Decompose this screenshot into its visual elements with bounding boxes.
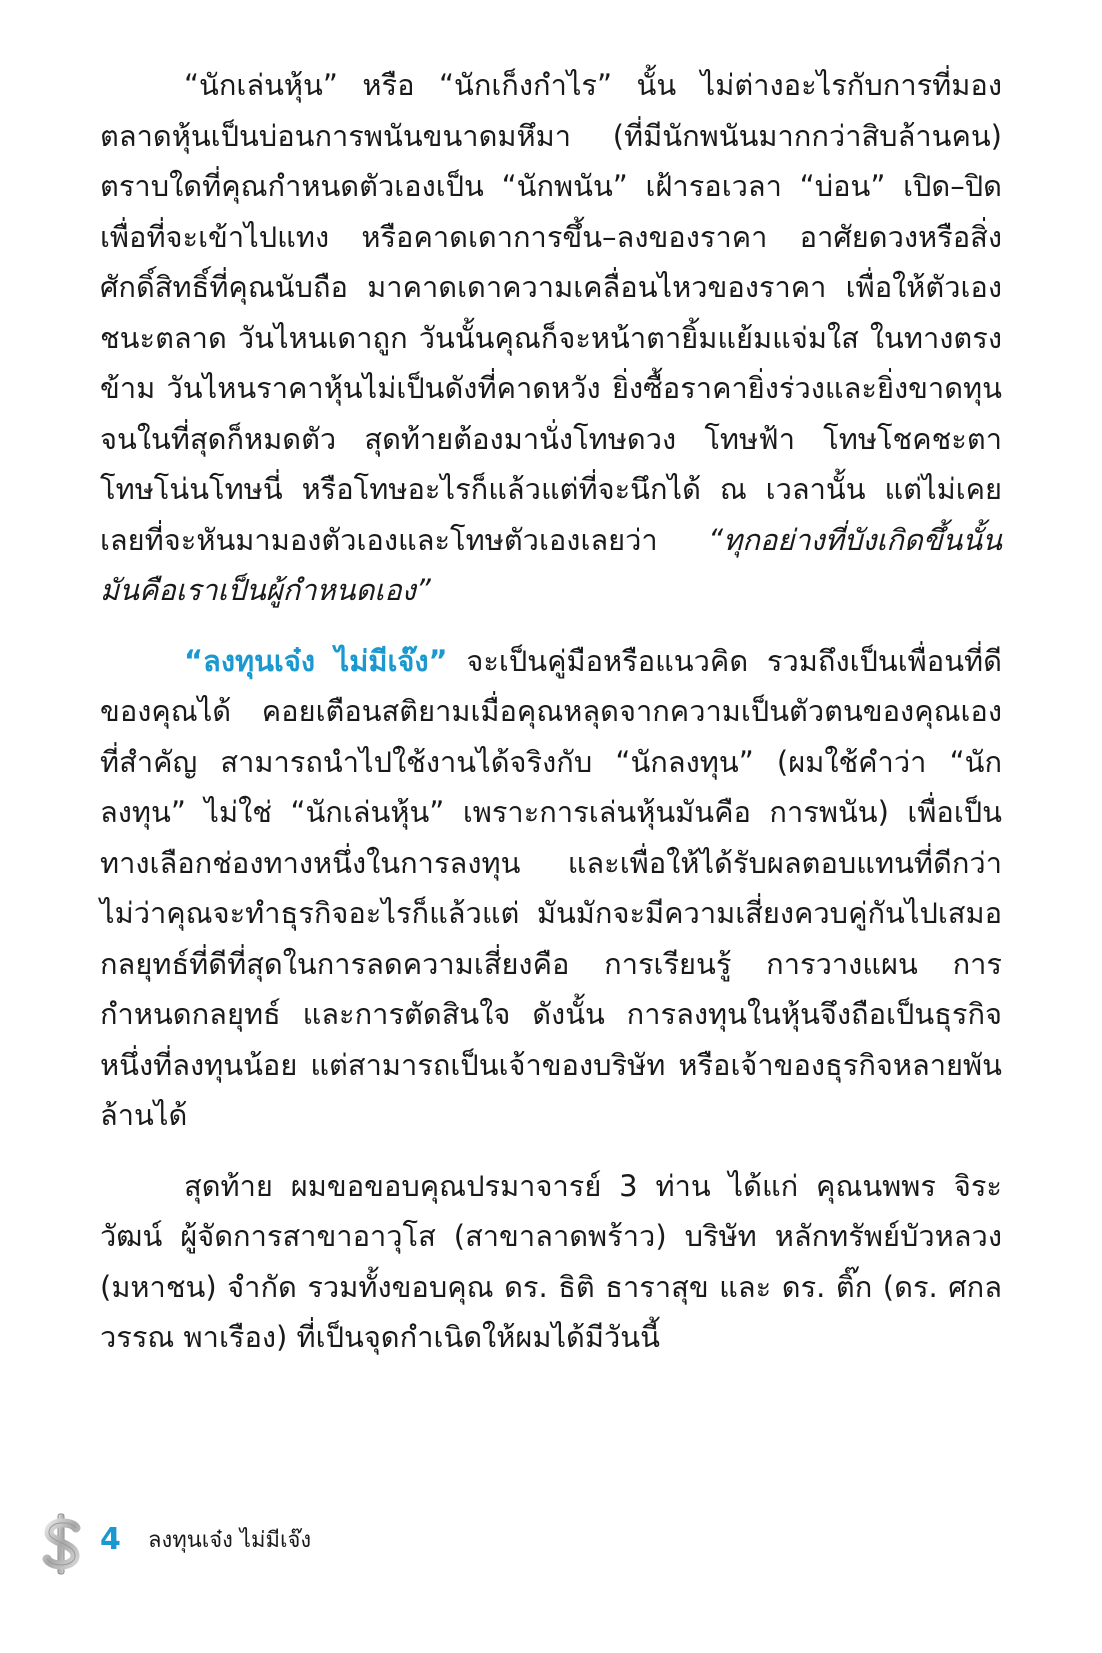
paragraph-1-italic-quote: “ทุกอย่างที่บังเกิดขึ้นนั้น มันคือเราเป็นผู้กำหนดเอง” [100, 522, 1002, 607]
book-title-highlight: “ลงทุนเจ๋ง ไม่มีเจ๊ง” [184, 643, 448, 678]
paragraph-1-text: “นักเล่นหุ้น” หรือ “นักเก็งกำไร” นั้น ไม่ต่างอะไรกับการที่มองตลาดหุ้นเป็นบ่อนการพนันขนาดมหึมา (ที่มีนักพนันมากกว่าสิบล้านคน) ตราบใดที่คุณกำหนดตัวเองเป็น “นักพนัน” เฝ้ารอเวลา “บ่อน” เปิด–ปิด เพื่อที่จะเข้าไปแทง หรือคาดเดาการขึ้น–ลงของราคา อาศัยดวงหรือสิ่งศักดิ์สิทธิ์ที่คุณนับถือ มาคาดเดาความเคลื่อนไหวของราคา เพื่อให้ตัวเองชนะตลาด วันไหนเดาถูก วันนั้นคุณก็จะหน้าตายิ้มแย้มแจ่มใส ในทางตรงข้าม วันไหนราคาหุ้นไม่เป็นดังที่คาดหวัง ยิ่งซื้อราคายิ่งร่วงและยิ่งขาดทุน จนในที่สุดก็หมดตัว สุดท้ายต้องมานั่งโทษดวง โทษฟ้า โทษโชคชะตา โทษโน่นโทษนี่ หรือโทษอะไรก็แล้วแต่ที่จะนึกได้ ณ เวลานั้น แต่ไม่เคยเลยที่จะหันมามองตัวเองและโทษตัวเองเลยว่า [100, 68, 1002, 557]
paragraph-3-text: สุดท้าย ผมขอขอบคุณปรมาจารย์ 3 ท่าน ได้แก่ คุณนพพร จิระวัฒน์ ผู้จัดการสาขาอาวุโส (สาขาลาดพร้าว) บริษัท หลักทรัพย์บัวหลวง (มหาชน) จำกัด รวมทั้งขอบคุณ ดร. ธิติ ธาราสุข และ ดร. ติ๊ก (ดร. ศกลวรรณ พาเรือง) ที่เป็นจุดกำเนิดให้ผมได้มีวันนี้ [100, 1168, 1002, 1354]
page-footer [40, 1512, 540, 1576]
paragraph-3 [100, 1161, 1002, 1363]
running-title: ลงทุนเจ๋ง ไม่มีเจ๊ง [148, 1528, 312, 1553]
paragraph-1 [100, 60, 1002, 616]
paragraph-2-text: จะเป็นคู่มือหรือแนวคิด รวมถึงเป็นเพื่อนที่ดีของคุณได้ คอยเตือนสติยามเมื่อคุณหลุดจากความเป็นตัวตนของคุณเอง ที่สำคัญ สามารถนำไปใช้งานได้จริงกับ “นักลงทุน” (ผมใช้คำว่า “นักลงทุน” ไม่ใช่ “นักเล่นหุ้น” เพราะการเล่นหุ้นมันคือ การพนัน) เพื่อเป็นทางเลือกช่องทางหนึ่งในการลงทุน และเพื่อให้ได้รับผลตอบแทนที่ดีกว่า ไม่ว่าคุณจะทำธุรกิจอะไรก็แล้วแต่ มันมักจะมีความเสี่ยงควบคู่กันไปเสมอ กลยุทธ์ที่ดีที่สุดในการลดความเสี่ยงคือ การเรียนรู้ การวางแผน การกำหนดกลยุทธ์ และการตัดสินใจ ดังนั้น การลงทุนในหุ้นจึงถือเป็นธุรกิจหนึ่งที่ลงทุนน้อย แต่สามารถเป็นเจ้าของบริษัท หรือเจ้าของธุรกิจหลายพันล้านได้ [100, 643, 1002, 1132]
paragraph-2 [100, 636, 1002, 1141]
page-body [100, 60, 1002, 1363]
dollar-sign-icon [40, 1512, 84, 1576]
page-number: 4 [100, 1522, 121, 1557]
